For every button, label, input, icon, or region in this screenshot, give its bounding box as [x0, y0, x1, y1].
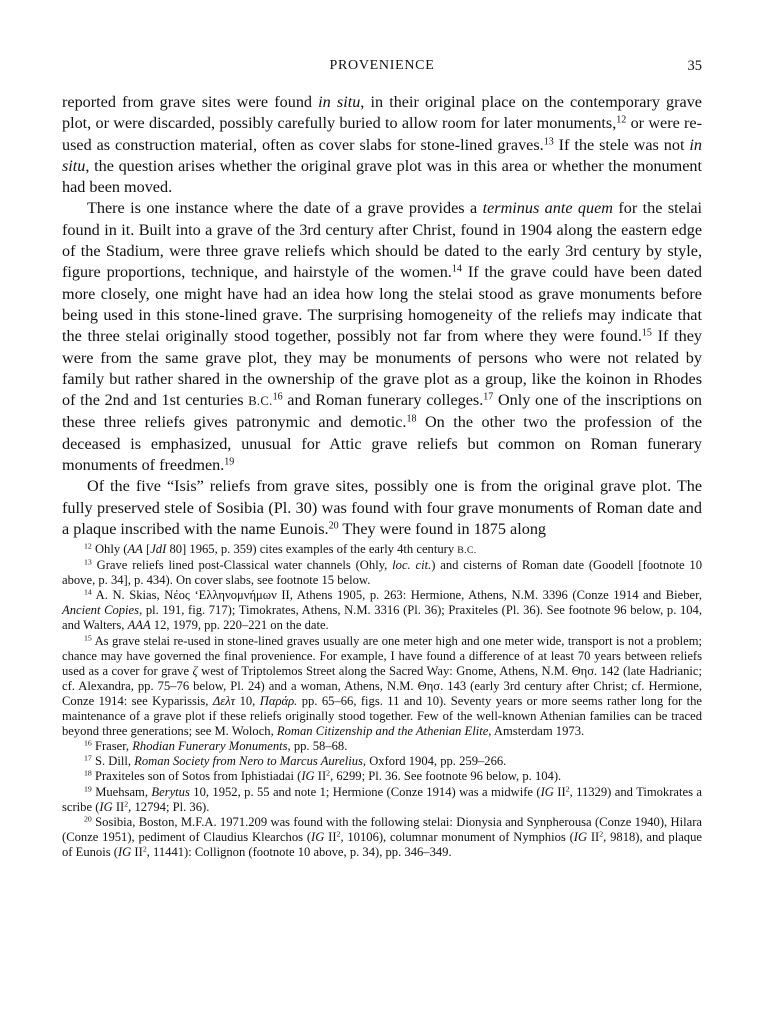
italic-title: JdI: [150, 542, 167, 556]
text-run: Fraser,: [91, 739, 133, 754]
text-run: Muehsam,: [91, 784, 152, 799]
italic-title: Rhodian Funerary Monuments: [132, 739, 288, 754]
paragraph-1: [62, 92, 702, 198]
text-run: On the other two the profession of the deceased is emphasized, unusual for Attic grave reliefs but common on Roman funerary monuments of freedmen.: [62, 413, 703, 475]
footnote-number: 15: [84, 633, 92, 643]
text-run: , 6299; Pl. 36. See footnote 96 below, p. 104).: [330, 769, 562, 784]
italic-term: in situ: [318, 93, 361, 111]
page-header: [62, 58, 702, 78]
footnote-ref-20[interactable]: 20: [328, 520, 339, 532]
small-caps-era: B.C.: [248, 394, 273, 409]
footnote-number: 16: [84, 738, 92, 748]
footnote-16: [62, 739, 702, 754]
text-run: reported from grave sites were found: [62, 93, 319, 111]
running-head: PROVENIENCE: [329, 58, 435, 73]
italic-term: loc. cit.: [392, 558, 432, 573]
text-run: If they were from the same grave plot, they may be monuments of persons who were not related by family but rather shared in the ownership of the grave plot as a group, like the koinon in Rhodes of the 2nd and 1st centuries: [62, 327, 702, 410]
footnote-number: 17: [84, 754, 92, 764]
italic-title: Ancient Copies: [62, 603, 140, 618]
footnote-number: 12: [84, 541, 92, 551]
italic-term: in situ: [62, 135, 702, 175]
text-run: , 12794; Pl. 36).: [128, 799, 210, 814]
italic-title: IG: [99, 799, 113, 814]
superscript: 2: [326, 769, 331, 779]
text-run: Only one of the inscriptions on these three reliefs gives patronymic and demotic.: [62, 391, 703, 432]
superscript: 2: [599, 829, 604, 839]
footnote-number: 13: [84, 557, 92, 567]
paragraph-2: [62, 198, 702, 476]
text-run: , Oxford 1904, pp. 259–266.: [362, 754, 507, 769]
footnote-19: [62, 785, 702, 815]
text-run: , 9818), and plaque of Eunois (: [62, 829, 702, 859]
paragraph-3: [62, 476, 702, 540]
italic-title: Berytus: [151, 784, 190, 799]
footnotes: [62, 542, 702, 860]
footnote-ref-16[interactable]: 16: [272, 391, 283, 403]
italic-title: Δελτ: [212, 693, 236, 708]
superscript: 2: [565, 784, 570, 794]
italic-title: IG: [311, 829, 325, 844]
text-run: II: [131, 844, 143, 859]
italic-term: ζ: [192, 663, 198, 678]
footnote-ref-13[interactable]: 13: [543, 136, 554, 148]
text-run: , pl. 191, fig. 717); Timokrates, Athens, N.M. 3316 (Pl. 36); Praxiteles (Pl. 36). See footnote 96 below, p. 104, and Walters,: [62, 603, 702, 633]
footnote-17: [62, 754, 702, 769]
text-run: II: [314, 769, 327, 784]
text-run: , 10106), columnar monument of Nymphios (: [340, 829, 574, 844]
text-run: Praxiteles son of Sotos from Iphistiadai (: [91, 769, 302, 784]
footnote-12: [62, 542, 702, 558]
italic-title: Παράρ.: [259, 693, 298, 708]
italic-title: AAA: [127, 618, 151, 633]
text-run: west of Triptolemos Street along the Sacred Way: Gnome, Athens, N.M. Θησ. 142 (late Hadrianic; cf. Alexandra, pp. 75–76 below, Pl. 24) and a woman, Athens, N.M. Θησ. 143 (early 3rd century after Christ; cf. Hermione, Conze 1914: see Kyparissis,: [62, 663, 702, 708]
footnote-ref-15[interactable]: 15: [641, 327, 652, 339]
small-caps-era: B.C.: [457, 545, 477, 556]
italic-title: Roman Citizenship and the Athenian Elite: [276, 724, 489, 739]
italic-title: IG: [540, 784, 554, 799]
footnote-ref-14[interactable]: 14: [451, 263, 462, 275]
text-run: , 11329) and Timokrates a scribe (: [62, 784, 702, 814]
text-run: , pp. 58–68.: [287, 739, 348, 754]
body-text: [62, 92, 702, 540]
footnote-20: [62, 815, 702, 860]
text-run: S. Dill,: [91, 754, 135, 769]
text-run: , the question arises whether the original grave plot was in this area or whether the monument had been moved.: [62, 156, 702, 197]
superscript: 2: [124, 799, 129, 809]
footnote-number: 14: [84, 588, 92, 597]
text-run: If the grave could have been dated more closely, one might have had an idea how long the stelai stood as grave monuments before being used in this stone-lined grave. The surprising homogeneity of the reliefs may indicate that the three stelai originally stood together, possibly not far from where they were found.: [62, 263, 702, 346]
text-run: 12, 1979, pp. 220–221 on the date.: [150, 618, 329, 633]
text-run: A. N. Skias, Νέος ‘Ελληνομνήμων II, Athens 1905, p. 263: Hermione, Athens, N.M. 3396 (Conze 1914 and Bieber,: [91, 588, 702, 603]
footnote-18: [62, 769, 702, 784]
footnote-ref-19[interactable]: 19: [224, 456, 235, 468]
text-run: Grave reliefs lined post-Classical water channels (Ohly,: [91, 558, 393, 573]
superscript: 2: [336, 829, 341, 839]
text-run: 10, 1952, p. 55 and note 1; Hermione (Conze 1914) was a midwife (: [189, 784, 541, 799]
footnote-number: 18: [84, 769, 92, 779]
text-run: As grave stelai re-used in stone-lined graves usually are one meter high and one meter wide, transport is not a problem; chance may have governed the final provenience. For example, I have found a difference of at least 70 years between reliefs used as a cover for grave: [62, 633, 702, 678]
text-run: pp. 65–66, figs. 11 and 10). Seventy years or more seems rather long for the maintenance of a grave plot if these reliefs originally stood together. Few of the well-known Athenian families can be traced beyond three generations; see M. Woloch,: [62, 693, 703, 739]
page-number: 35: [687, 58, 702, 74]
text-run: Of the five “Isis” reliefs from grave sites, possibly one is from the original grave plot. The fully preserved stele of Sosibia (Pl. 30) was found with four grave monuments of Roman date and a plaque inscribed with the name Eunois.: [62, 477, 702, 538]
text-run: II: [324, 829, 337, 844]
footnote-14: [62, 588, 702, 633]
text-run: Ohly (: [91, 542, 128, 556]
italic-term: terminus ante quem: [482, 199, 613, 218]
text-run: ) and cisterns of Roman date (Goodell [footnote 10 above, p. 34], p. 434). On cover slabs, see footnote 15 below.: [62, 558, 703, 588]
italic-title: AA: [127, 542, 143, 556]
text-run: , Amsterdam 1973.: [488, 724, 585, 739]
footnote-13: [62, 558, 702, 588]
footnote-ref-18[interactable]: 18: [406, 413, 417, 425]
text-run: II: [553, 784, 566, 799]
footnote-ref-12[interactable]: 12: [616, 114, 627, 126]
text-run: If the stele was not: [553, 135, 690, 154]
text-run: or were re-used as construction material, often as cover slabs for stone-lined graves.: [62, 114, 703, 154]
text-run: 80] 1965, p. 359) cites examples of the early 4th century: [166, 542, 458, 556]
italic-title: IG: [117, 844, 132, 859]
superscript: 2: [142, 844, 147, 854]
text-run: II: [587, 829, 600, 844]
italic-title: Roman Society from Nero to Marcus Aurelius: [134, 754, 363, 769]
footnote-ref-17[interactable]: 17: [483, 391, 494, 403]
text-run: 10,: [235, 693, 260, 708]
text-run: and Roman funerary colleges.: [282, 391, 484, 410]
text-run: for the stelai found in it. Built into a grave of the 3rd century after Christ, found in 1904 along the eastern edge of the Stadium, were three grave reliefs which should be dated to the early 3rd century by style, figure proportions, technique, and hairstyle of the women.: [62, 199, 702, 282]
text-run: , in their original place on the contemporary grave plot, or were discarded, possibly carefully buried to allow room for later monuments,: [62, 93, 702, 133]
footnote-15: [62, 634, 702, 740]
footnote-number: 20: [84, 814, 92, 824]
text-run: There is one instance where the date of a grave provides a: [87, 199, 483, 218]
italic-title: IG: [301, 769, 315, 784]
italic-title: IG: [573, 829, 588, 844]
text-run: They were found in 1875 along: [338, 519, 547, 538]
text-run: II: [112, 799, 125, 814]
footnote-number: 19: [84, 784, 92, 794]
text-run: [: [142, 542, 151, 556]
text-run: Sosibia, Boston, M.F.A. 1971.209 was found with the following stelai: Dionysia and Synpherousa (Conze 1940), Hilara (Conze 1951), pediment of Claudius Klearchos (: [62, 814, 702, 844]
text-run: , 11441): Collignon (footnote 10 above, p. 34), pp. 346–349.: [146, 844, 452, 859]
